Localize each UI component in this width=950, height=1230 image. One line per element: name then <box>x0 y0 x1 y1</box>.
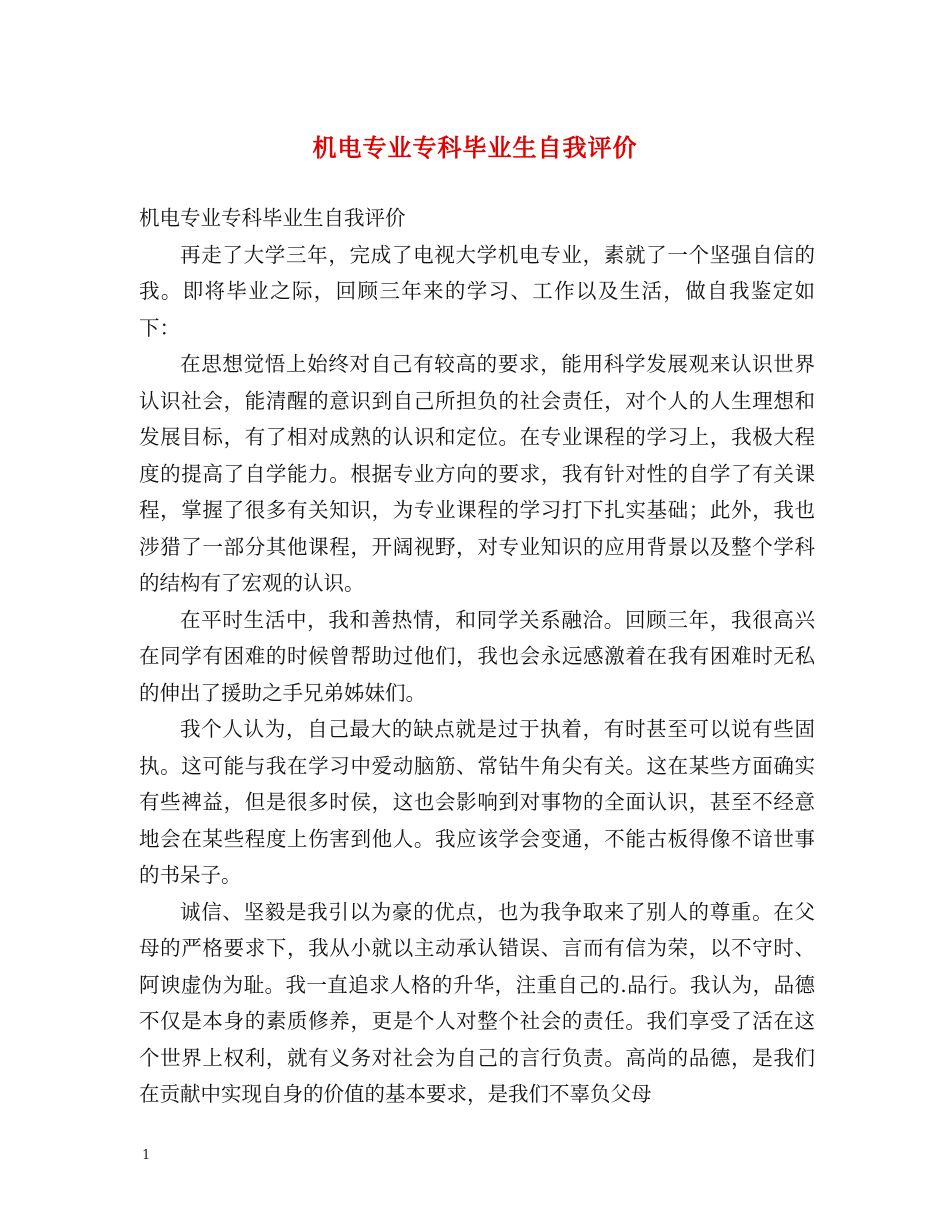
page-number: 1 <box>142 1148 151 1163</box>
paragraph-5: 诚信、坚毅是我引以为豪的优点，也为我争取来了别人的尊重。在父母的严格要求下，我从小就以主动承认错误、言而有信为荣，以不守时、阿谀虚伪为耻。我一直追求人格的升华，注重自己的.品行。我认为，品德不仅是本身的素质修养，更是个人对整个社会的责任。我们享受了活在这个世界上权利，就有义务对社会为自己的言行负责。高尚的品德，是我们在贡献中实现自身的价值的基本要求，是我们不辜负父母 <box>139 899 815 1106</box>
paragraph-4: 我个人认为，自己最大的缺点就是过于执着，有时甚至可以说有些固执。这可能与我在学习中爱动脑筋、常钻牛角尖有关。这在某些方面确实有些裨益，但是很多时侯，这也会影响到对事物的全面认识，甚至不经意地会在某些程度上伤害到他人。我应该学会变通，不能古板得像不谙世事的书呆子。 <box>139 717 815 887</box>
document-subtitle: 机电专业专科毕业生自我评价 <box>139 206 406 230</box>
paragraph-1: 再走了大学三年，完成了电视大学机电专业，素就了一个坚强自信的我。即将毕业之际，回顾三年来的学习、工作以及生活，做自我鉴定如下： <box>139 242 815 340</box>
document-body <box>139 200 815 1113</box>
paragraph-3: 在平时生活中，我和善热情，和同学关系融洽。回顾三年，我很高兴在同学有困难的时候曾帮助过他们，我也会永远感激着在我有困难时无私的伸出了援助之手兄弟姊妹们。 <box>139 607 815 705</box>
paragraph-2: 在思想觉悟上始终对自己有较高的要求，能用科学发展观来认识世界认识社会，能清醒的意识到自己所担负的社会责任，对个人的人生理想和发展目标，有了相对成熟的认识和定位。在专业课程的学习上，我极大程度的提高了自学能力。根据专业方向的要求，我有针对性的自学了有关课程，掌握了很多有关知识，为专业课程的学习打下扎实基础；此外，我也涉猎了一部分其他课程，开阔视野，对专业知识的应用背景以及整个学科的结构有了宏观的认识。 <box>139 352 815 595</box>
document-title: 机电专业专科毕业生自我评价 <box>312 133 638 162</box>
